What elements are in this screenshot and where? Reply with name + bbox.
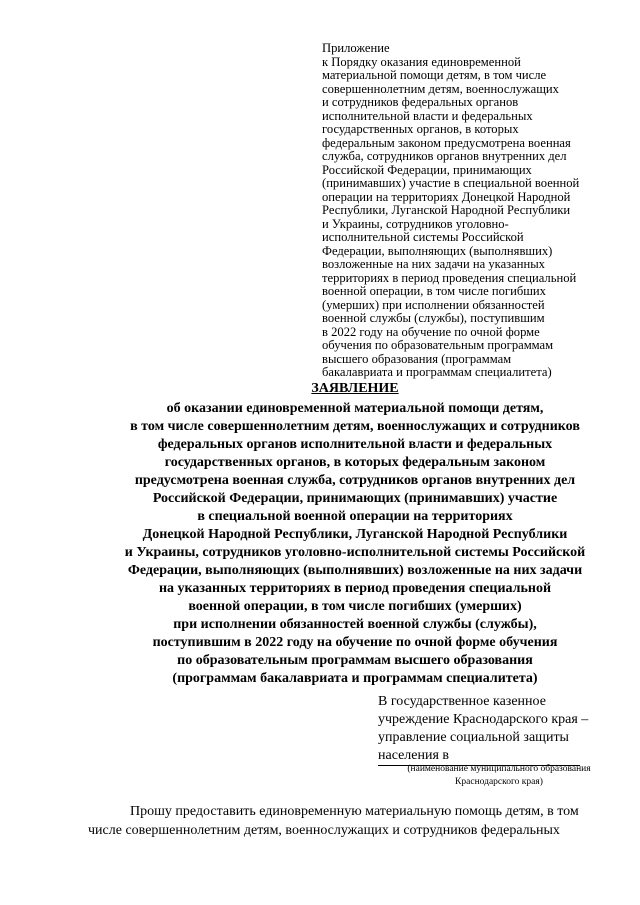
title-line: поступившим в 2022 году на обучение по очной форме обучения [152,635,558,650]
title-line: Донецкой Народной Республики, Луганской Народной Республики [142,527,568,542]
appendix-line: высшего образования (программам [322,351,512,366]
appendix-line: Республики, Луганской Народной Республики [322,203,571,217]
title-line: об оказании единовременной материальной помощи детям, [166,401,544,416]
addressee-line: управление социальной защиты [378,730,569,745]
appendix-line: военной операции, в том числе погибших [322,284,546,298]
title-line: военной операции, в том числе погибших (умерших) [188,599,522,614]
appendix-line: Приложение [322,41,390,55]
appendix-line: и Украины, сотрудников уголовно- [322,216,509,231]
caption-line: (наименование муниципального образования [407,764,591,774]
title-line: предусмотрена военная служба, сотрудников органов внутренних дел [134,473,576,488]
body-line: Прошу предоставить единовременную материальную помощь детям, в том [130,804,579,819]
title-line: при исполнении обязанностей военной службы (службы), [173,617,537,632]
appendix-line: федеральным законом предусмотрена военная [322,135,571,150]
appendix-line: к Порядку оказания единовременной [322,54,521,69]
addressee-municipality-field[interactable]: населения в [378,747,580,766]
addressee-line: В государственное казенное [378,694,546,709]
appendix-line: служба, сотрудников органов внутренних дел [322,149,567,163]
appendix-line: операции на территориях Донецкой Народной [322,189,571,204]
title-line: Федерации, выполняющих (выполнявших) возложенные на них задачи [127,563,583,578]
appendix-line: государственных органов, в которых [322,122,519,136]
title-line: по образовательным программам высшего образования [177,653,533,668]
appendix-line: совершеннолетним детям, военнослужащих [322,81,559,96]
appendix-line: территориях в период проведения специальной [322,270,577,285]
title-line: (программам бакалавриата и программам специалитета) [172,671,538,686]
appendix-line: (принимавших) участие в специальной военной [322,176,580,190]
application-body [88,802,608,840]
addressee-block [378,693,628,766]
appendix-line: обучения по образовательным программам [322,338,554,352]
application-title [60,380,640,688]
body-line: числе совершеннолетним детям, военнослужащих и сотрудников федеральных [88,823,560,838]
appendix-line: военной службы (службы), поступившим [322,311,545,325]
appendix-line: Российской Федерации, принимающих [322,162,532,177]
appendix-line: бакалавриата и программам специалитета) [322,365,552,379]
title-line: в том числе совершеннолетним детям, военнослужащих и сотрудников [130,419,580,434]
appendix-line: возложенные на них задачи на указанных [322,257,545,271]
title-line: Российской Федерации, принимающих (принимавших) участие [152,491,558,506]
title-line: и Украины, сотрудников уголовно-исполнительной системы Российской [124,545,586,560]
title-line: государственных органов, в которых федеральным законом [164,455,546,470]
appendix-line: Федерации, выполняющих (выполнявших) [322,243,553,258]
appendix-line: (умерших) при исполнении обязанностей [322,297,545,312]
title-line: в специальной военной операции на территориях [197,509,513,524]
appendix-line: материальной помощи детям, в том числе [322,68,547,82]
addressee-line: учреждение Краснодарского края – [378,712,589,727]
appendix-line: в 2022 году на обучение по очной форме [322,324,540,339]
field-caption [380,763,618,789]
caption-line: Краснодарского края) [455,777,543,787]
appendix-line: исполнительной власти и федеральных [322,108,533,123]
title-line: на указанных территориях в период проведения специальной [158,581,552,596]
title-line: федеральных органов исполнительной власти и федеральных [157,437,553,452]
appendix-line: исполнительной системы Российской [322,230,524,244]
appendix-line: и сотрудников федеральных органов [322,95,519,109]
document-heading: ЗАЯВЛЕНИЕ [311,381,399,396]
appendix-header [322,42,612,380]
